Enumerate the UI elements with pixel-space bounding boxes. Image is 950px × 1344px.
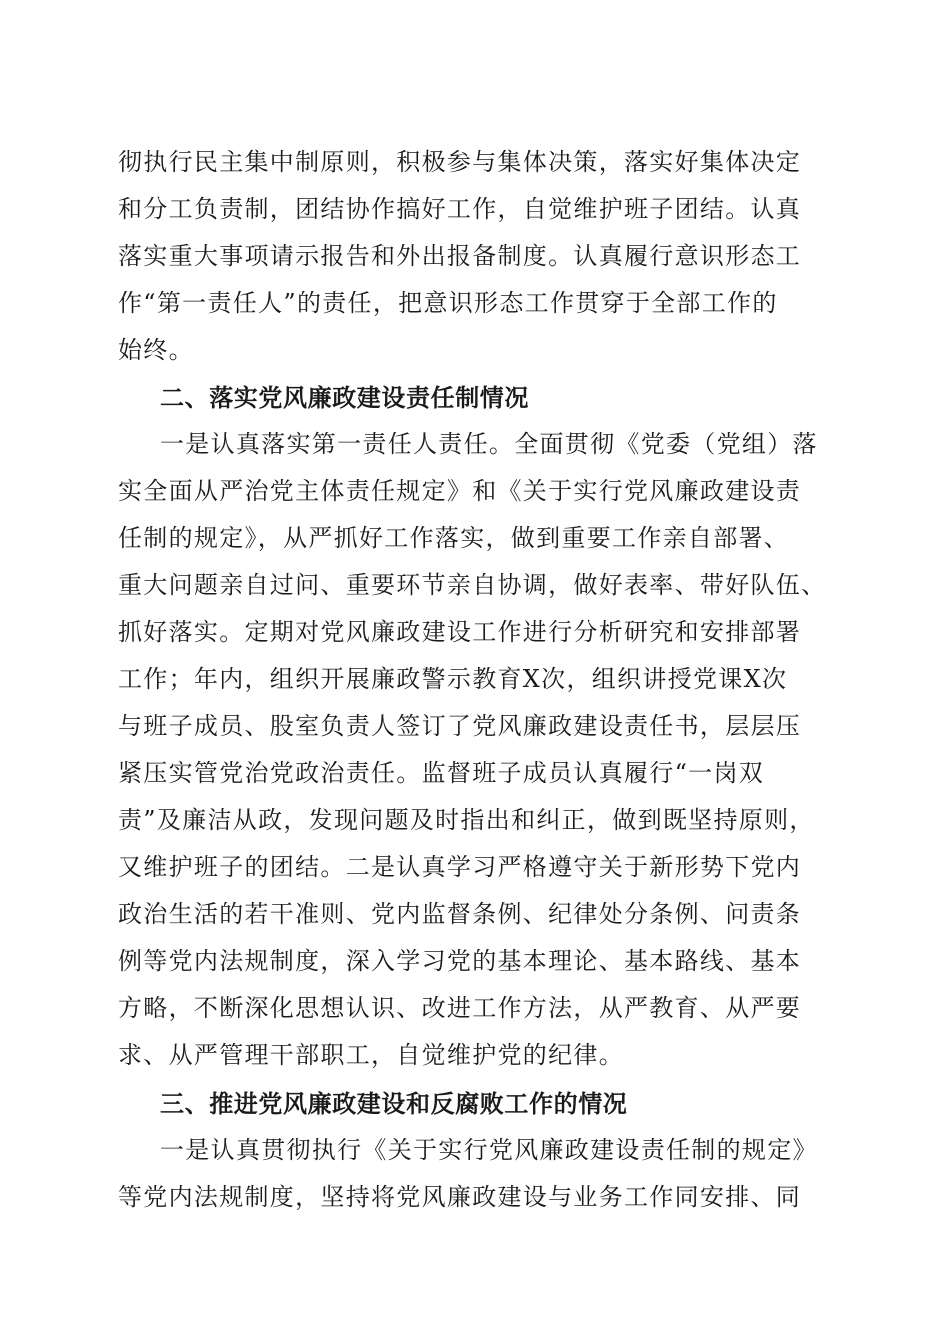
- paragraph-first-line: 一是认真贯彻执行《关于实行党风廉政建设责任制的规定》: [160, 1136, 818, 1164]
- body-text-line: 求、从严管理干部职工，自觉维护党的纪律。: [118, 1041, 624, 1069]
- paragraph-first-line: 一是认真落实第一责任人责任。全面贯彻《党委（党组）落: [160, 430, 818, 458]
- body-text-line: 又维护班子的团结。二是认真学习严格遵守关于新形势下党内: [118, 853, 802, 881]
- body-text-line: 重大问题亲自过问、重要环节亲自协调，做好表率、带好队伍、: [118, 571, 827, 599]
- body-text-line: 作“第一责任人”的责任，把意识形态工作贯穿于全部工作的: [118, 289, 778, 317]
- body-text-line: 实全面从严治党主体责任规定》和《关于实行党风廉政建设责: [118, 477, 802, 505]
- body-text-line: 始终。: [118, 336, 194, 364]
- body-text-line: 责”及廉洁从政，发现问题及时指出和纠正，做到既坚持原则，: [118, 806, 815, 834]
- section-heading: 三、推进党风廉政建设和反腐败工作的情况: [160, 1090, 628, 1118]
- body-text-line: 方略，不断深化思想认识、改进工作方法，从严教育、从严要: [118, 994, 802, 1022]
- body-text-line: 任制的规定》，从严抓好工作落实，做到重要工作亲自部署、: [118, 524, 790, 552]
- body-text-line: 落实重大事项请示报告和外出报备制度。认真履行意识形态工: [118, 242, 802, 270]
- body-text-line: 等党内法规制度，坚持将党风廉政建设与业务工作同安排、同: [118, 1183, 802, 1211]
- body-text-line: 抓好落实。定期对党风廉政建设工作进行分析研究和安排部署: [118, 618, 802, 646]
- section-heading: 二、落实党风廉政建设责任制情况: [160, 384, 529, 412]
- body-text-line: 与班子成员、股室负责人签订了党风廉政建设责任书，层层压: [118, 712, 802, 740]
- body-text-line: 例等党内法规制度，深入学习党的基本理论、基本路线、基本: [118, 947, 802, 975]
- body-text-line: 工作；年内，组织开展廉政警示教育X次，组织讲授党课X次: [118, 665, 788, 693]
- body-text-line: 彻执行民主集中制原则，积极参与集体决策，落实好集体决定: [118, 148, 802, 176]
- body-text-line: 和分工负责制，团结协作搞好工作，自觉维护班子团结。认真: [118, 195, 802, 223]
- body-text-line: 政治生活的若干准则、党内监督条例、纪律处分条例、问责条: [118, 900, 802, 928]
- body-text-line: 紧压实管党治党政治责任。监督班子成员认真履行“一岗双: [118, 759, 765, 787]
